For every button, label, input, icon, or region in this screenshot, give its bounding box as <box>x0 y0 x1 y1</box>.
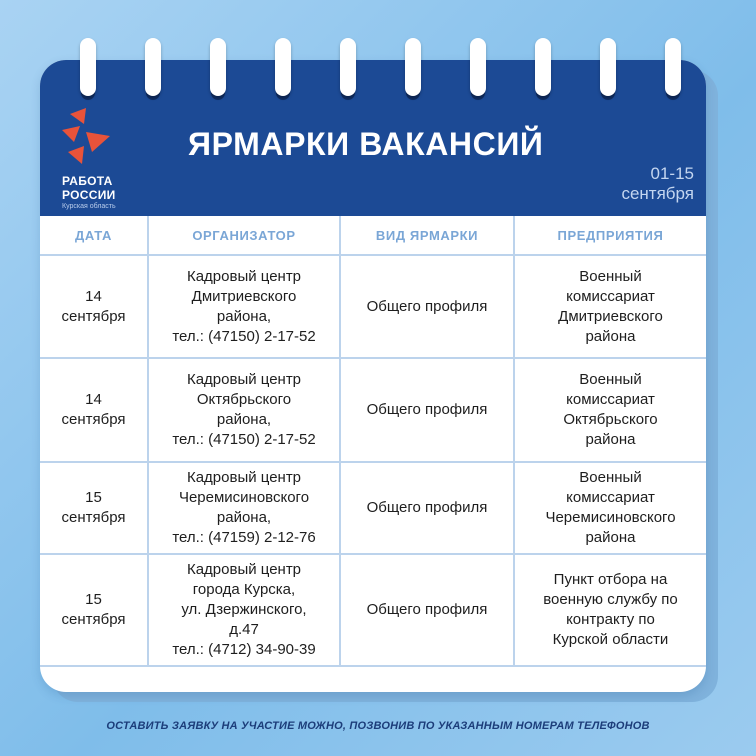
enterprise-line: Курской области <box>552 631 669 648</box>
organizer-cell <box>148 554 340 666</box>
date-cell <box>40 462 148 554</box>
enterprise-line: Военный <box>579 267 642 285</box>
organizer-cell <box>148 462 340 554</box>
logo-line1: РАБОТА <box>62 174 113 188</box>
date-cell <box>40 358 148 462</box>
organizer-cell <box>148 255 340 358</box>
fair-type-cell: Общего профиля <box>340 462 514 554</box>
organizer-cell <box>148 358 340 462</box>
organizer-line: Октябрьского <box>196 391 292 408</box>
column-header-fair-type: ВИД ЯРМАРКИ <box>340 216 514 255</box>
date-cell <box>40 554 148 666</box>
date-month: сентября <box>61 411 126 428</box>
enterprise-line: контракту по <box>566 611 655 628</box>
fair-type-cell: Общего профиля <box>340 554 514 666</box>
table-row <box>40 554 706 666</box>
table-row <box>40 358 706 462</box>
enterprise-line: района <box>585 327 636 345</box>
logo-arrows-icon <box>62 108 122 172</box>
page-title: ЯРМАРКИ ВАКАНСИЙ <box>188 126 544 162</box>
fair-type-cell: Общего профиля <box>340 255 514 358</box>
enterprises-cell <box>514 554 706 666</box>
organizer-line: Кадровый центр <box>186 371 302 388</box>
table-row <box>40 255 706 358</box>
date-period <box>621 164 694 204</box>
organizer-line: района, <box>216 307 272 325</box>
fair-type-cell: Общего профиля <box>340 358 514 462</box>
table-header-row <box>40 216 706 255</box>
enterprise-line: Октябрьского <box>563 411 658 428</box>
organizer-line: района, <box>216 509 272 526</box>
date-cell <box>40 255 148 358</box>
column-header-date: ДАТА <box>40 216 148 255</box>
period-month: сентября <box>621 184 694 203</box>
organizer-line: Дмитриевского <box>191 287 297 305</box>
enterprise-line: военную службу по <box>543 591 678 608</box>
organizer-phone: тел.: (4712) 34-90-39 <box>172 641 316 658</box>
organizer-line: д.47 <box>229 621 259 638</box>
rabota-rossii-logo <box>62 108 172 208</box>
enterprises-cell <box>514 462 706 554</box>
logo-region: Курская область <box>62 203 116 210</box>
calendar-card <box>40 60 706 692</box>
table-row <box>40 462 706 554</box>
column-header-enterprises: ПРЕДПРИЯТИЯ <box>514 216 706 255</box>
enterprise-line: Черемисиновского <box>545 509 676 526</box>
organizer-phone: тел.: (47150) 2-17-52 <box>172 431 316 448</box>
date-day: 14 <box>85 391 102 408</box>
enterprise-line: района <box>585 431 636 448</box>
date-day: 15 <box>85 591 102 608</box>
period-dates: 01-15 <box>650 164 694 183</box>
organizer-line: района, <box>216 411 272 428</box>
enterprises-cell <box>514 255 706 358</box>
organizer-line: Черемисиновского <box>178 489 310 506</box>
organizer-line: города Курска, <box>192 581 296 598</box>
enterprise-line: комиссариат <box>566 391 655 408</box>
vacancy-fairs-table <box>40 216 706 667</box>
organizer-line: ул. Дзержинского, <box>181 601 307 618</box>
organizer-line: Кадровый центр <box>186 267 302 285</box>
organizer-phone: тел.: (47159) 2-12-76 <box>172 529 316 546</box>
date-day: 15 <box>85 489 102 506</box>
enterprise-line: комиссариат <box>566 287 655 305</box>
organizer-phone: тел.: (47150) 2-17-52 <box>172 327 316 345</box>
footer-note: ОСТАВИТЬ ЗАЯВКУ НА УЧАСТИЕ МОЖНО, ПОЗВОНИВ ПО УКАЗАННЫМ НОМЕРАМ ТЕЛЕФОНОВ <box>106 720 650 732</box>
enterprise-line: Пункт отбора на <box>553 571 668 588</box>
column-header-organizer: ОРГАНИЗАТОР <box>148 216 340 255</box>
enterprise-line: Военный <box>579 469 642 486</box>
enterprise-line: комиссариат <box>566 489 655 506</box>
enterprise-line: Военный <box>579 371 642 388</box>
date-day: 14 <box>85 287 102 305</box>
date-month: сентября <box>61 307 126 325</box>
date-month: сентября <box>61 509 126 526</box>
organizer-line: Кадровый центр <box>186 561 302 578</box>
enterprise-line: района <box>585 529 636 546</box>
enterprise-line: Дмитриевского <box>558 307 663 325</box>
date-month: сентября <box>61 611 126 628</box>
logo-line2: РОССИИ <box>62 188 116 202</box>
calendar-header <box>40 60 706 216</box>
enterprises-cell <box>514 358 706 462</box>
organizer-line: Кадровый центр <box>186 469 302 486</box>
